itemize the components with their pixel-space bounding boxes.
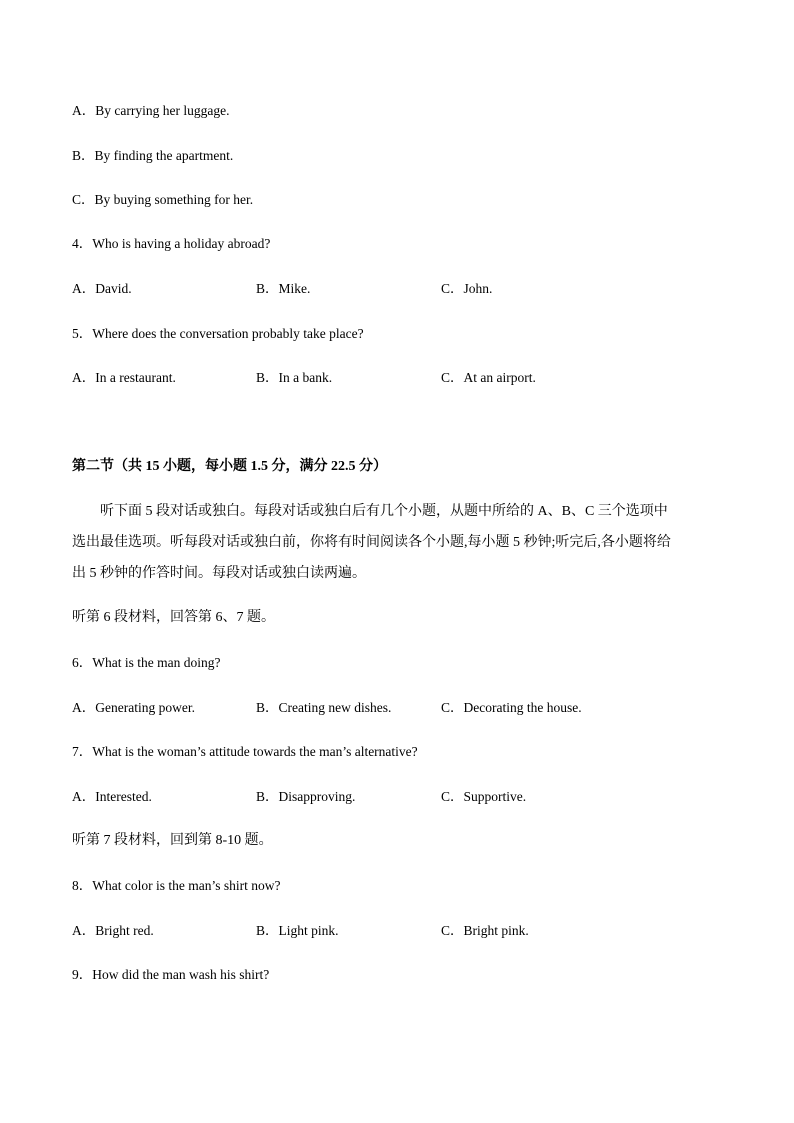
q4-question: 4．Who is having a holiday abroad? bbox=[72, 236, 271, 251]
q8-question: 8．What color is the man’s shirt now? bbox=[72, 878, 281, 893]
q4-option-b: B．Mike. bbox=[256, 281, 311, 296]
q7-question: 7．What is the woman’s attitude towards the man’s alternative? bbox=[72, 744, 418, 759]
q8-option-c: C．Bright pink. bbox=[441, 923, 529, 938]
material-7-label: 听第 7 段材料，回到第 8-10 题。 bbox=[72, 833, 273, 848]
q9-question: 9．How did the man wash his shirt? bbox=[72, 967, 270, 982]
q5-option-a: A．In a restaurant. bbox=[72, 370, 176, 385]
material-6-label: 听第 6 段材料，回答第 6、7 题。 bbox=[72, 610, 275, 625]
q4-option-c: C．John. bbox=[441, 281, 493, 296]
q6-option-b: B．Creating new dishes. bbox=[256, 700, 392, 715]
q3-option-a: A．By carrying her luggage. bbox=[72, 103, 230, 118]
q3-option-b: B．By finding the apartment. bbox=[72, 148, 234, 163]
q6-option-c: C．Decorating the house. bbox=[441, 700, 582, 715]
q7-option-a: A．Interested. bbox=[72, 789, 152, 804]
instructions-line-3: 出 5 秒钟的作答时间。每段对话或独白读两遍。 bbox=[72, 566, 366, 581]
q5-option-b: B．In a bank. bbox=[256, 370, 333, 385]
q3-option-c: C．By buying something for her. bbox=[72, 192, 254, 207]
q7-option-c: C．Supportive. bbox=[441, 789, 527, 804]
q5-question: 5．Where does the conversation probably take place? bbox=[72, 326, 364, 341]
q6-option-a: A．Generating power. bbox=[72, 700, 195, 715]
q8-option-b: B．Light pink. bbox=[256, 923, 339, 938]
instructions-line-2: 选出最佳选项。听每段对话或独白前，你将有时间阅读各个小题,每小题 5 秒钟;听完后,各小题将给 bbox=[72, 535, 671, 550]
section-instructions bbox=[72, 496, 678, 589]
section-heading: 第二节（共 15 小题，每小题 1.5 分，满分 22.5 分） bbox=[72, 459, 387, 474]
q6-question: 6．What is the man doing? bbox=[72, 655, 221, 670]
q5-option-c: C．At an airport. bbox=[441, 370, 536, 385]
q8-option-a: A．Bright red. bbox=[72, 923, 154, 938]
q4-option-a: A．David. bbox=[72, 281, 132, 296]
q7-option-b: B．Disapproving. bbox=[256, 789, 356, 804]
instructions-line-1: 听下面 5 段对话或独白。每段对话或独白后有几个小题，从题中所给的 A、B、C 三个选项中 bbox=[100, 504, 668, 519]
